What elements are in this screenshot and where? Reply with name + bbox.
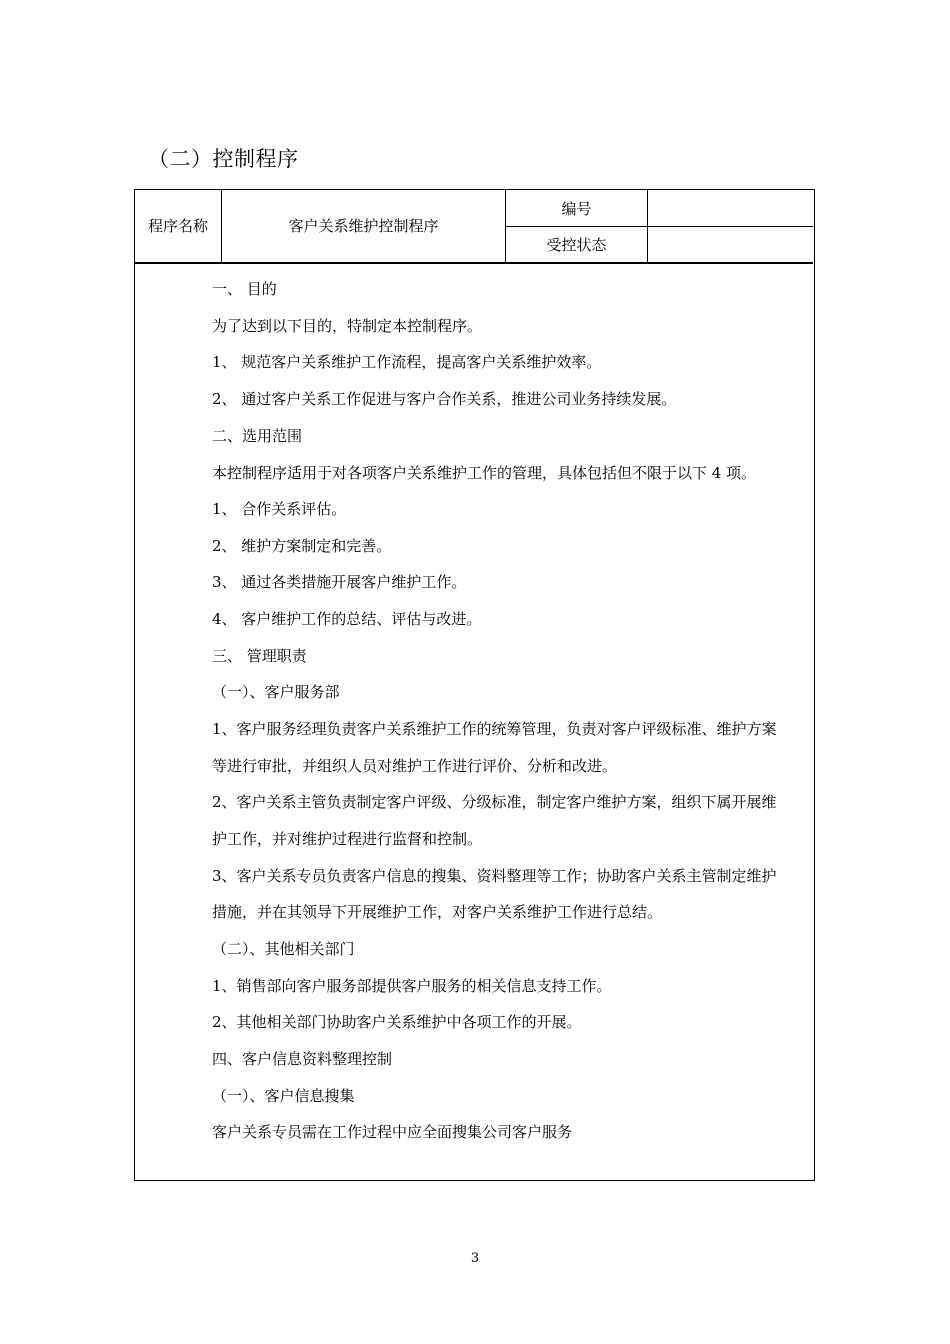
body-line: 2、客户关系主管负责制定客户评级、分级标准，制定客户维护方案，组织下属开展维 [212, 793, 777, 811]
program-name-value: 客户关系维护控制程序 [288, 217, 439, 235]
body-line: （一）、客户服务部 [212, 683, 340, 701]
body-line: 三、 管理职责 [212, 647, 307, 665]
header-bottom-rule [135, 262, 813, 264]
body-line: 2、 通过客户关系工作促进与客户合作关系，推进公司业务持续发展。 [212, 390, 677, 408]
control-status-value [648, 227, 813, 262]
body-line: （一）、客户信息搜集 [212, 1087, 355, 1105]
body-line: 措施，并在其领导下开展维护工作，对客户关系维护工作进行总结。 [212, 903, 663, 921]
body-line: 2、 维护方案制定和完善。 [212, 537, 392, 555]
control-status-label: 受控状态 [546, 235, 607, 254]
body-line: 1、 规范客户关系维护工作流程，提高客户关系维护效率。 [212, 353, 602, 371]
page-number: 3 [470, 1251, 480, 1266]
body-line: 二、选用范围 [212, 427, 303, 445]
body-line: 3、 通过各类措施开展客户维护工作。 [212, 573, 467, 591]
code-value [648, 192, 813, 226]
body-line: 本控制程序适用于对各项客户关系维护工作的管理，具体包括但不限于以下 4 项。 [212, 464, 757, 482]
code-label: 编号 [561, 200, 592, 218]
body-line: 4、 客户维护工作的总结、评估与改进。 [212, 610, 482, 628]
body-line: 为了达到以下目的，特制定本控制程序。 [212, 317, 483, 335]
body-line: 客户关系专员需在工作过程中应全面搜集公司客户服务 [212, 1123, 573, 1141]
body-line: 1、 合作关系评估。 [212, 500, 347, 518]
program-name-label: 程序名称 [147, 217, 208, 235]
body-line: 等进行审批，并组织人员对维护工作进行评价、分析和改进。 [212, 757, 618, 775]
body-line: 一、 目的 [212, 280, 277, 298]
body-line: 护工作，并对维护过程进行监督和控制。 [212, 830, 483, 848]
body-line: 四、客户信息资料整理控制 [212, 1050, 393, 1068]
body-line: 3、客户关系专员负责客户信息的搜集、资料整理等工作；协助客户关系主管制定维护 [212, 867, 777, 885]
body-line: 1、销售部向客户服务部提供客户服务的相关信息支持工作。 [212, 977, 612, 995]
section-heading: （二）控制程序 [148, 147, 299, 171]
body-line: （二）、其他相关部门 [212, 940, 355, 958]
body-line: 2、其他相关部门协助客户关系维护中各项工作的开展。 [212, 1013, 582, 1031]
body-line: 1、客户服务经理负责客户关系维护工作的统筹管理，负责对客户评级标准、维护方案 [212, 720, 777, 738]
